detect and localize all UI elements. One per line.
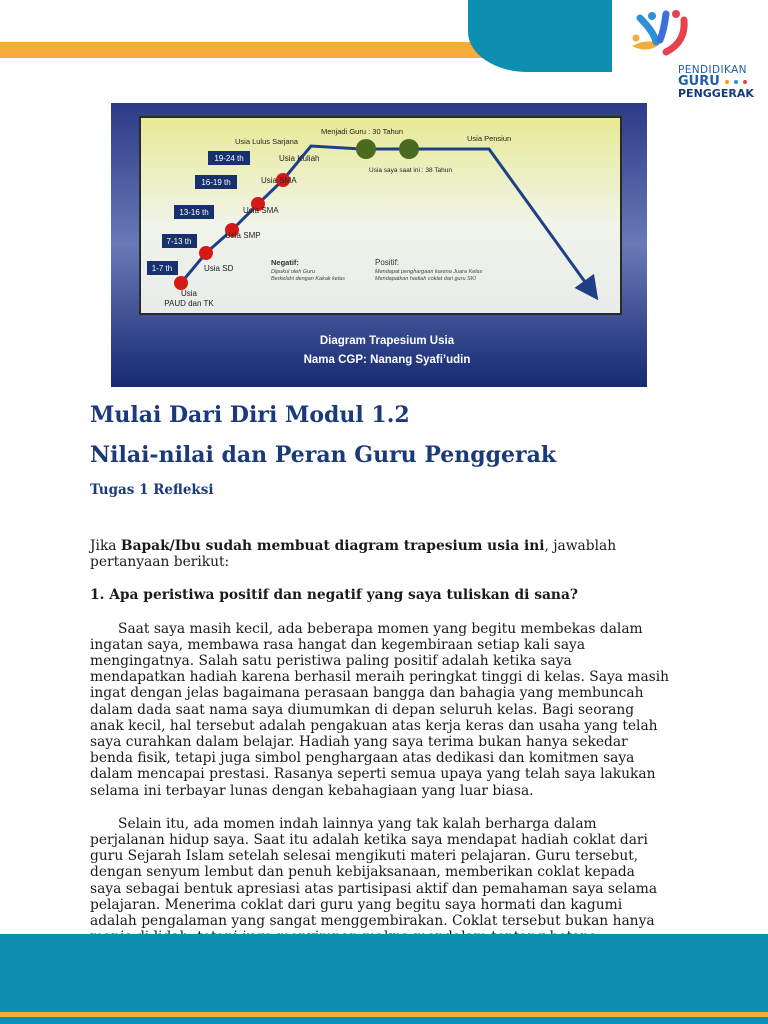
diagram-caption-title: Diagram Trapesium Usia — [319, 335, 455, 347]
diagram-caption-name: Nama CGP: Nanang Syafi’udin — [303, 354, 471, 366]
age-range-label: 19-24 th — [214, 154, 244, 163]
milestone-dot-green — [356, 139, 376, 159]
document-body — [90, 538, 670, 945]
milestone-dot — [199, 246, 213, 260]
stage-label-paud: Usia — [180, 289, 198, 298]
header-orange-band — [0, 42, 520, 58]
question-1: 1. Apa peristiwa positif dan negatif yang saya tuliskan di sana? — [90, 587, 578, 604]
positive-item: Mendapat penghargaan karena Juara Kelas — [375, 269, 483, 275]
stage-label-sma-2: Usia SMA — [261, 176, 297, 185]
logo-line-penggerak: PENGGERAK — [678, 87, 754, 100]
document-subtitle: Nilai-nilai dan Peran Guru Penggerak — [90, 442, 557, 468]
stage-label-kuliah: Usia Kuliah — [279, 154, 320, 163]
age-range-label: 1-7 th — [151, 264, 173, 273]
age-range-label: 13-16 th — [179, 208, 209, 217]
stage-label-smp: Usia SMP — [225, 231, 261, 240]
answer-paragraph-1: Saat saya masih kecil, ada beberapa momen yang begitu membekas dalam ingatan saya, membawa rasa hangat dan kegembiraan setiap kali saya mengingatnya. Salah satu peristiwa paling positif adalah ketika saya mendapatkan hadiah karena berhasil meraih peringkat tinggi di kelas. Saya masih ingat dengan jelas bagaimana perasaan bangga dan bahagia yang membuncah dalam dada saat nama saya diumumkan di depan seluruh kelas. Bagi seorang anak kecil, hal tersebut adalah pengakuan atas kerja keras dan usaha yang telah saya curahkan dalam belajar. Hadiah yang saya terima bukan hanya sekedar benda fisik, tetapi juga simbol penghargaan atas dedikasi dan komitmen saya dalam mencapai prestasi. Rasanya seperti semua upaya yang telah saya lakukan selama ini terbayar lunas dengan kebahagiaan yang luar biasa. — [90, 620, 670, 799]
pension-label: Usia Pensiun — [467, 134, 512, 143]
stage-label-sma: Usia SMA — [243, 206, 279, 215]
stage-label-paud-2: PAUD dan TK — [164, 299, 214, 308]
current-age-label: Usia saya saat ini : 38 Tahun — [369, 167, 452, 174]
logo-wordmark — [678, 64, 754, 100]
age-range-label: 16-19 th — [201, 178, 231, 187]
guru-age-label: Menjadi Guru : 30 Tahun — [321, 127, 403, 136]
negative-item: Dipukul oleh Guru — [271, 269, 316, 275]
guru-penggerak-logo-icon — [626, 8, 700, 68]
stage-label-lulus: Usia Lulus Sarjana — [235, 137, 298, 146]
answer-paragraph-2: Selain itu, ada momen indah lainnya yang tak kalah berharga dalam perjalanan hidup saya. Saat itu adalah ketika saya mendapat hadiah coklat dari guru Sejarah Islam setelah selesai mengikuti materi pelajaran. Guru tersebut, dengan senyum lembut dan penuh kebijaksanaan, memberikan coklat kepada saya sebagai bentuk apresiasi atas partisipasi aktif dan pemahaman saya selama pelajaran. Menerima coklat dari guru yang begitu saya hormati dan kagumi adalah pengalaman yang sangat menggembirakan. Coklat tersebut bukan hanya — [90, 815, 658, 930]
intro-bold: Bapak/Ibu sudah membuat diagram trapesium usia ini — [120, 538, 545, 554]
milestone-dot-green — [399, 139, 419, 159]
intro-post: , jawablah pertanyaan berikut: — [90, 538, 617, 571]
logo-line-guru: GURU — [678, 76, 754, 88]
milestone-dot — [174, 276, 188, 290]
intro-pre: Jika — [90, 538, 121, 554]
stage-label-sd: Usia SD — [204, 264, 234, 273]
task-label: Tugas 1 Refleksi — [90, 482, 214, 498]
age-range-label: 7-13 th — [166, 237, 192, 246]
trapezium-age-diagram — [111, 103, 647, 387]
footer-orange-line — [0, 1012, 768, 1017]
positive-title: Positif: — [375, 258, 400, 267]
logo-line-pendidikan: PENDIDIKAN — [678, 64, 747, 76]
footer-teal-band — [0, 934, 768, 1024]
document-title: Mulai Dari Diri Modul 1.2 — [90, 402, 410, 428]
positive-item: Mendapatkan hadiah coklat dari guru SKI — [375, 276, 476, 282]
negative-title: Negatif: — [271, 258, 299, 267]
intro-paragraph — [90, 538, 670, 570]
negative-item: Berkelahi dengan Kakak kelas — [271, 276, 345, 282]
